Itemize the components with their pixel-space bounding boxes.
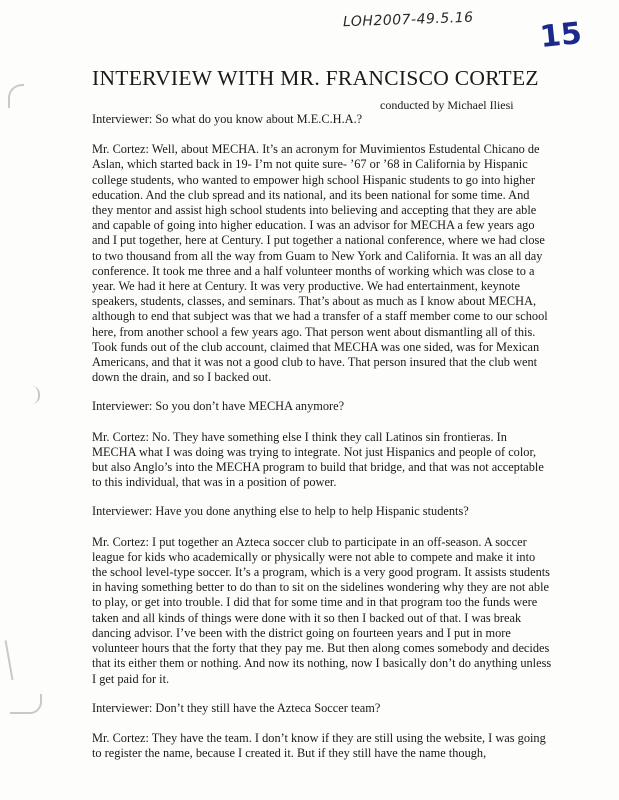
cortez-answer: Mr. Cortez: No. They have something else I think they call Latinos sin frontieras. In MECHA what I was doing was trying to integrate. Not just Hispanics and people of color, but also Anglo’s into the MECHA program to build that bridge, and that was not acceptable to this individual, that was in a position of power. xyxy=(92,429,544,490)
interviewer-question: Interviewer: So you don’t have MECHA anymore? xyxy=(92,399,345,414)
document-title: INTERVIEW WITH MR. FRANCISCO CORTEZ xyxy=(92,66,539,90)
margin-mark xyxy=(10,694,42,714)
cortez-answer: Mr. Cortez: Well, about MECHA. It’s an acronym for Muvimientos Estudental Chicano de Aslan, which started back in 19- I’m not quite sure- ’67 or ’68 in California by Hispanic college students, who wanted to empower high school Hispanic students to go into higher education. And the club spread and its national, and its been national for some time. And they mentor and assist high school students into believing and accepting that they are able and capable of going into higher education. I was an advisor for MECHA a few years ago and I put together, here at Century. I put together a national conference, where we had close to two thousand from all the way from Guam to New York and California. It was an all day conference. It took me three and a half volunteer months of working which was close to a year. We had it here at Century. It was very productive. We had entertainment, keynote speakers, students, classes, and seminars. That’s about as much as I know about MECHA, although to end that subject was that we had a transfer of a staff member come to our school here, from another school a few years ago. That person went about dismantling all of this. Took funds out of the club account, claimed that MECHA was one sided, was for Mexican Americans, and that it was not a good club to have. That person insured that the club went down the drain, and so I backed out. xyxy=(92,142,548,385)
cortez-answer: Mr. Cortez: They have the team. I don’t know if they are still using the website, I was going to register the name, because I created it. But if they still have the name though, xyxy=(92,730,546,761)
margin-mark xyxy=(5,640,16,680)
margin-mark xyxy=(32,386,40,404)
margin-mark xyxy=(8,84,24,108)
page-number: 15 xyxy=(538,15,584,56)
interviewer-question: Interviewer: Have you done anything else to help to help Hispanic students? xyxy=(92,504,469,519)
accession-number: LOH2007-49.5.16 xyxy=(342,9,474,31)
cortez-answer: Mr. Cortez: I put together an Azteca soccer club to participate in an off-season. A soccer league for kids who academically or physically were not able to compete and make it into the school level-type soccer. It’s a program, which is a very good program. It assists students in having something better to do than to sit on the sidelines wondering why they are not able to play, or get into trouble. I did that for some time and in that program too the funds were taken and all kinds of things were done with it so then I backed out of that. I was break dancing advisor. I’ve been with the district going on fourteen years and I put in more volunteer hours that the forty that they pay me. But then along comes somebody and decides that its either them or nothing. And now its nothing, now I basically don’t do anything unless I get paid for it. xyxy=(92,534,552,686)
transcript-body xyxy=(92,112,552,775)
interviewer-byline: conducted by Michael Iliesi xyxy=(380,98,514,112)
interviewer-question: Interviewer: So what do you know about M.E.C.H.A.? xyxy=(92,112,363,126)
interviewer-question: Interviewer: Don’t they still have the Azteca Soccer team? xyxy=(92,700,381,715)
